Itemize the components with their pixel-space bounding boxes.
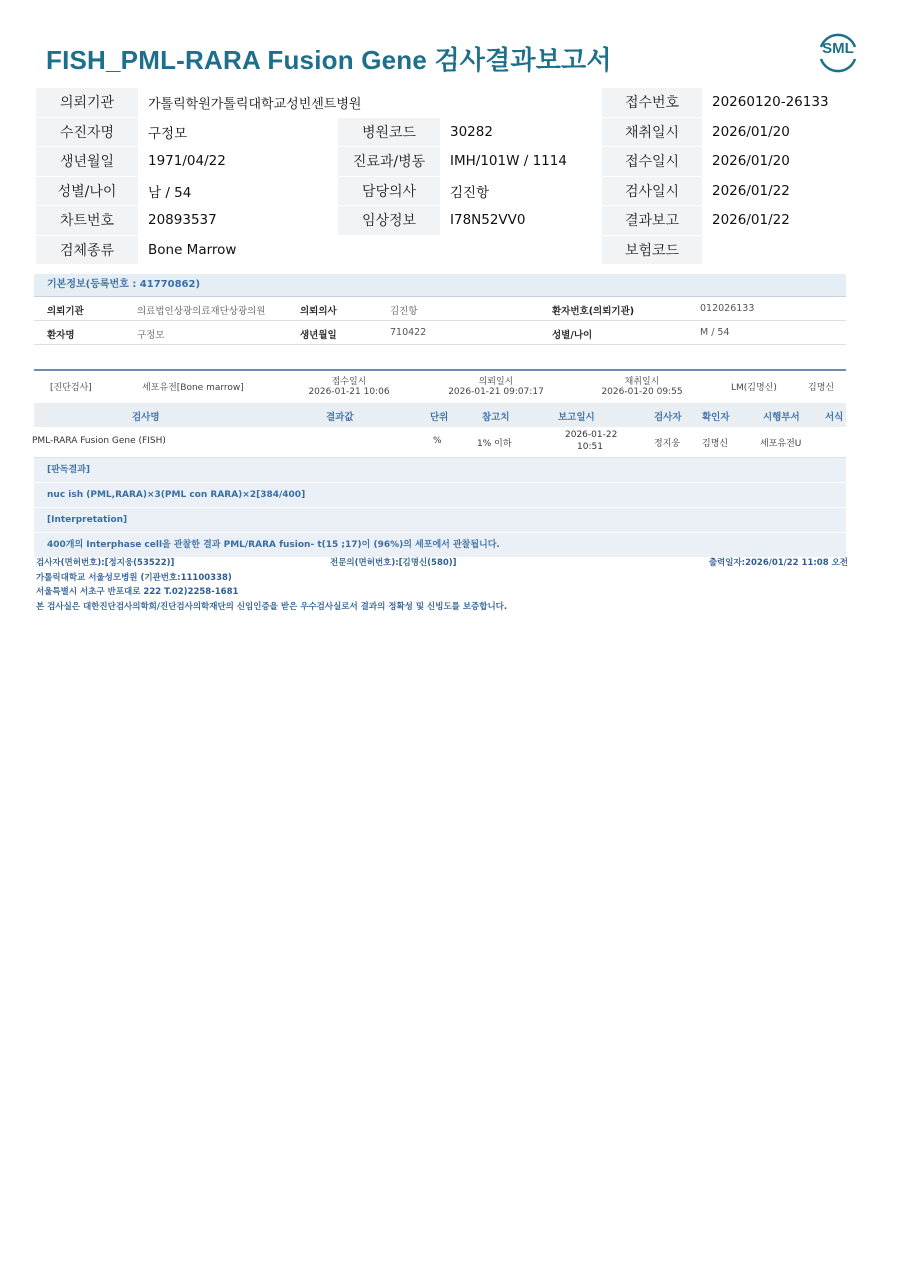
basic-info-row	[34, 297, 846, 321]
received-time-label: 접수일시	[331, 377, 367, 387]
col-header: 보고일시	[558, 412, 595, 423]
info-row	[36, 235, 864, 265]
interpretation-text: 400개의 Interphase cell을 관찰한 결과 PML/RARA fusion- t(15 ;17)이 (96%)의 세포에서 관찰됩니다.	[34, 533, 846, 558]
test-info-bar	[34, 371, 846, 403]
report-footer	[36, 556, 848, 614]
test-dept: 세포유전U	[760, 439, 802, 449]
chart-label: 차트번호	[36, 206, 138, 236]
basic-value: 김진항	[390, 306, 418, 317]
dept-label: 진료과/병동	[338, 147, 440, 177]
patient-info-table	[36, 88, 864, 265]
basic-label: 환자명	[47, 330, 75, 341]
report-time: 10:51	[577, 442, 603, 452]
footer-printed: 출력일자:2026/01/22 11:08 오전	[708, 558, 848, 568]
footer-certification: 본 검사실은 대한진단검사의학회/진단검사의학재단의 신임인증을 받은 우수검사실로서 결과의 정확성 및 신빙도를 보증합니다.	[36, 601, 508, 612]
result-karyotype: nuc ish (PML,RARA)×3(PML con RARA)×2[384/400]	[34, 483, 846, 508]
test-reference: 1% 이하	[477, 439, 512, 449]
accession-label: 접수번호	[602, 88, 702, 117]
basic-value: 의료법인상광의료재단상광의원	[137, 306, 266, 317]
report-date: 2026-01-22	[565, 430, 618, 440]
result-heading: [판독결과]	[34, 458, 846, 483]
test-table-header	[34, 403, 846, 427]
hospital-code-value: 30282	[440, 117, 602, 147]
report-label: 결과보고	[602, 206, 702, 236]
accession-value: 20260120-26133	[702, 88, 864, 117]
requested-time: 2026-01-21 09:07:17	[448, 387, 544, 397]
test-unit: %	[433, 436, 442, 446]
collection-label: 채취일시	[602, 117, 702, 147]
logo-text: SML	[822, 40, 854, 57]
tested-label: 검사일시	[602, 176, 702, 206]
insurance-label: 보험코드	[602, 235, 702, 265]
footer-tester: 검사자(면허번호):[정지웅(53522)]	[36, 558, 175, 568]
tested-value: 2026/01/22	[702, 176, 864, 206]
basic-label: 생년월일	[300, 330, 337, 341]
hospital-code-label: 병원코드	[338, 117, 440, 147]
basic-value: 012026133	[700, 303, 755, 314]
basic-value: 구정모	[137, 330, 165, 341]
clinical-label: 임상정보	[338, 206, 440, 236]
tester-name: 정지웅	[654, 439, 681, 449]
basic-value: M / 54	[700, 327, 730, 338]
specimen-value: Bone Marrow	[138, 235, 602, 265]
basic-label: 의뢰의사	[300, 306, 337, 317]
collected-time-label: 채취일시	[624, 377, 660, 387]
col-header: 확인자	[702, 412, 730, 423]
name-value: 구정모	[138, 117, 338, 147]
chart-value: 20893537	[138, 206, 338, 236]
test-category: [진단검사]	[50, 383, 92, 393]
basic-label: 성별/나이	[552, 330, 593, 341]
table-row	[34, 427, 846, 458]
basic-label: 의뢰기관	[47, 306, 84, 317]
collected-time: 2026-01-20 09:55	[601, 387, 683, 397]
col-header: 시행부서	[763, 412, 800, 423]
specimen-label: 검체종류	[36, 235, 138, 265]
footer-specialist: 전문의(면허번호):[김명신(580)]	[330, 558, 457, 568]
lm-label: LM(김명신)	[731, 383, 777, 393]
col-header: 결과값	[326, 412, 354, 423]
col-header: 검사명	[132, 412, 160, 423]
info-row	[36, 117, 864, 147]
sml-logo	[815, 30, 861, 76]
collection-value: 2026/01/20	[702, 117, 864, 147]
report-title: FISH_PML-RARA Fusion Gene 검사결과보고서	[46, 45, 612, 75]
col-header: 참고치	[482, 412, 510, 423]
received-label: 접수일시	[602, 147, 702, 177]
basic-value: 710422	[390, 327, 427, 338]
doctor-label: 담당의사	[338, 176, 440, 206]
insurance-value	[702, 235, 864, 265]
info-row	[36, 206, 864, 236]
lab-report-panel	[32, 274, 846, 550]
col-header: 단위	[430, 412, 449, 423]
institution-label: 의뢰기관	[36, 88, 138, 117]
lm-name: 김명신	[808, 383, 835, 393]
basic-info-row	[34, 321, 846, 345]
footer-signature-line	[36, 556, 848, 571]
name-label: 수진자명	[36, 117, 138, 147]
clinical-value: I78N52VV0	[440, 206, 602, 236]
sex-age-label: 성별/나이	[36, 176, 138, 206]
test-specimen: 세포유전[Bone marrow]	[142, 383, 244, 393]
dept-value: IMH/101W / 1114	[440, 147, 602, 177]
info-row	[36, 88, 864, 117]
dob-label: 생년월일	[36, 147, 138, 177]
sex-age-value: 남 / 54	[138, 176, 338, 206]
basic-label: 환자번호(의뢰기관)	[552, 306, 635, 317]
footer-address: 서울특별시 서초구 반포대로 222 T.02)2258-1681	[36, 587, 239, 597]
institution-value: 가톨릭학원가톨릭대학교성빈센트병원	[138, 88, 602, 117]
test-section	[34, 369, 846, 558]
info-row	[36, 147, 864, 177]
test-name: PML-RARA Fusion Gene (FISH)	[32, 436, 166, 446]
received-time: 2026-01-21 10:06	[308, 387, 390, 397]
basic-info-heading: 기본정보(등록번호 : 41770862)	[34, 274, 846, 297]
doctor-value: 김진항	[440, 176, 602, 206]
requested-time-label: 의뢰일시	[478, 377, 514, 387]
col-header: 검사자	[654, 412, 682, 423]
col-header: 서식	[825, 412, 844, 423]
dob-value: 1971/04/22	[138, 147, 338, 177]
footer-hospital: 가톨릭대학교 서울성모병원 (기관번호:11100338)	[36, 572, 232, 583]
interpretation-heading: [Interpretation]	[34, 508, 846, 533]
info-row	[36, 176, 864, 206]
report-value: 2026/01/22	[702, 206, 864, 236]
confirmer-name: 김명신	[702, 439, 729, 449]
received-value: 2026/01/20	[702, 147, 864, 177]
